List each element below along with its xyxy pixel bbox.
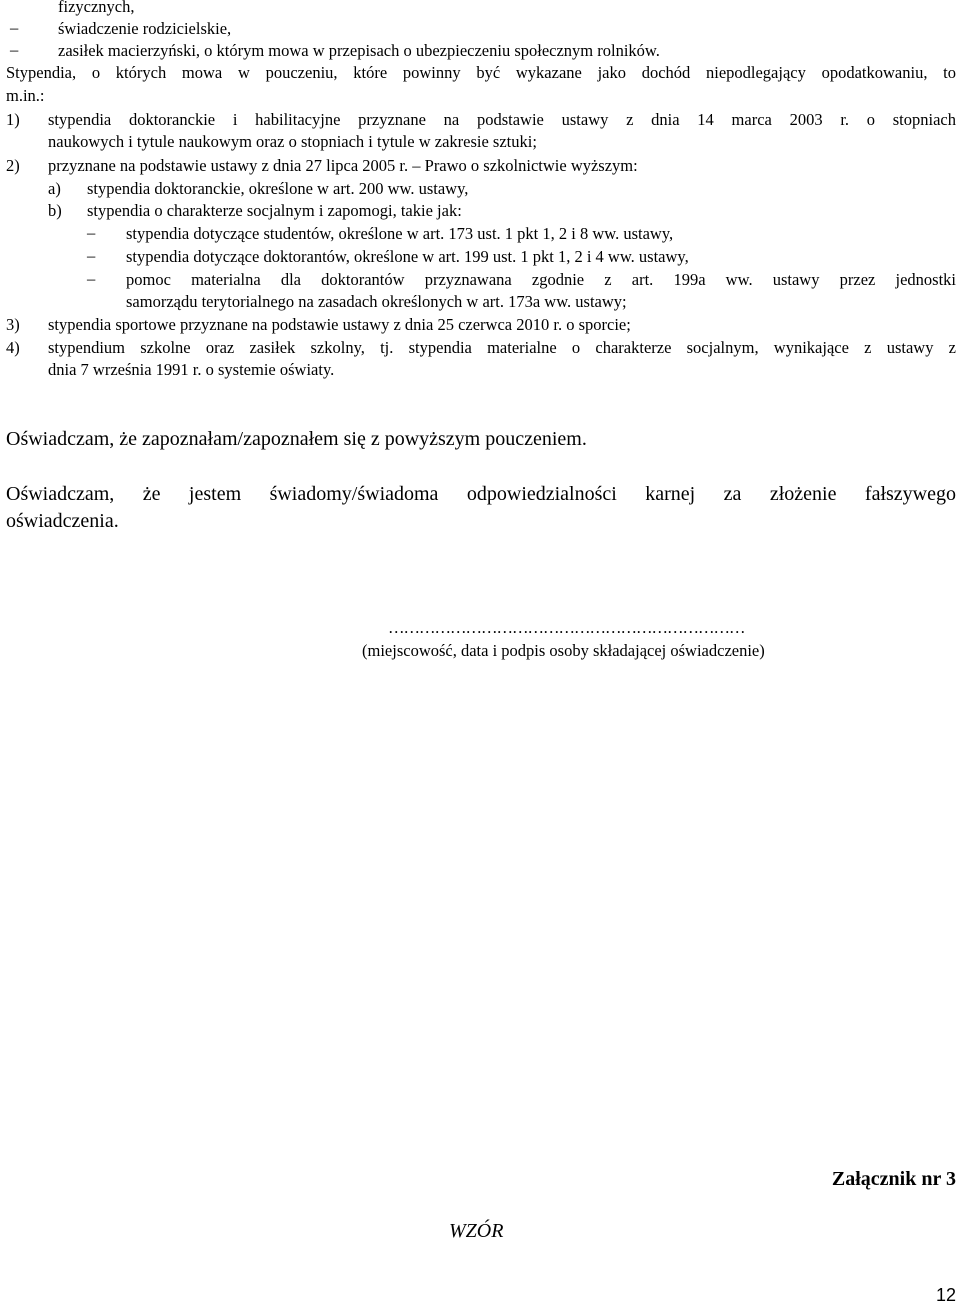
page-number: 12 bbox=[935, 1285, 956, 1305]
bullet-item: świadczenie rodzicielskie, bbox=[58, 19, 232, 38]
item-text: stypendia sportowe przyznane na podstawie ustawy z dnia 25 czerwca 2010 r. o sporcie; bbox=[48, 315, 631, 334]
item-text: dnia 7 września 1991 r. o systemie oświaty. bbox=[48, 360, 335, 379]
item-number: 4) bbox=[6, 338, 20, 357]
sub-bullet: samorządu terytorialnego na zasadach określonych w art. 173a ww. ustawy; bbox=[126, 292, 627, 311]
sub-label: a) bbox=[48, 179, 61, 198]
signature-caption: (miejscowość, data i podpis osoby składającej oświadczenie) bbox=[362, 641, 765, 660]
sub-bullet: stypendia dotyczące studentów, określone w art. 173 ust. 1 pkt 1, 2 i 8 ww. ustawy, bbox=[126, 224, 674, 243]
item-number: 3) bbox=[6, 315, 20, 334]
declaration-liability: oświadczenia. bbox=[6, 510, 119, 532]
item-text: przyznane na podstawie ustawy z dnia 27 lipca 2005 r. – Prawo o szkolnictwie wyższym: bbox=[48, 156, 638, 175]
sub-bullet: stypendia dotyczące doktorantów, określone w art. 199 ust. 1 pkt 1, 2 i 4 ww. ustawy, bbox=[126, 247, 689, 266]
sub-label: b) bbox=[48, 201, 62, 220]
item-text: stypendium szkolne oraz zasiłek szkolny, tj. stypendia materialne o charakterze socjalnym, wynikające z ustawy z bbox=[48, 338, 956, 357]
bullet-dash: – bbox=[10, 40, 19, 59]
template-label: WZÓR bbox=[449, 1220, 504, 1242]
item-number: 1) bbox=[6, 110, 20, 129]
sub-text: stypendia o charakterze socjalnym i zapomogi, takie jak: bbox=[87, 201, 462, 220]
intro-line: Stypendia, o których mowa w pouczeniu, które powinny być wykazane jako dochód niepodlegający opodatkowaniu, to bbox=[6, 63, 956, 82]
bullet-dash: – bbox=[87, 269, 96, 288]
declaration-liability: Oświadczam, że jestem świadomy/świadoma odpowiedzialności karnej za złożenie fałszywego bbox=[6, 483, 956, 505]
bullet-item: zasiłek macierzyński, o którym mowa w przepisach o ubezpieczeniu społecznym rolników. bbox=[58, 41, 660, 60]
text-fragment: fizycznych, bbox=[58, 0, 135, 16]
bullet-dash: – bbox=[87, 223, 96, 242]
bullet-dash: – bbox=[87, 246, 96, 265]
sub-bullet: pomoc materialna dla doktorantów przyznawana zgodnie z art. 199a ww. ustawy przez jednostki bbox=[126, 270, 956, 289]
declaration-awareness: Oświadczam, że zapoznałam/zapoznałem się z powyższym pouczeniem. bbox=[6, 428, 587, 450]
item-text: stypendia doktoranckie i habilitacyjne przyznane na podstawie ustawy z dnia 14 marca 2003 r. o stopniach bbox=[48, 110, 956, 129]
sub-text: stypendia doktoranckie, określone w art. 200 ww. ustawy, bbox=[87, 179, 469, 198]
item-text: naukowych i tytule naukowym oraz o stopniach i tytule w zakresie sztuki; bbox=[48, 132, 537, 151]
signature-line: …………………………………………………………… bbox=[388, 618, 745, 637]
bullet-dash: – bbox=[10, 18, 19, 37]
item-number: 2) bbox=[6, 156, 20, 175]
intro-line: m.in.: bbox=[6, 86, 45, 105]
annex-title: Załącznik nr 3 bbox=[831, 1168, 956, 1190]
